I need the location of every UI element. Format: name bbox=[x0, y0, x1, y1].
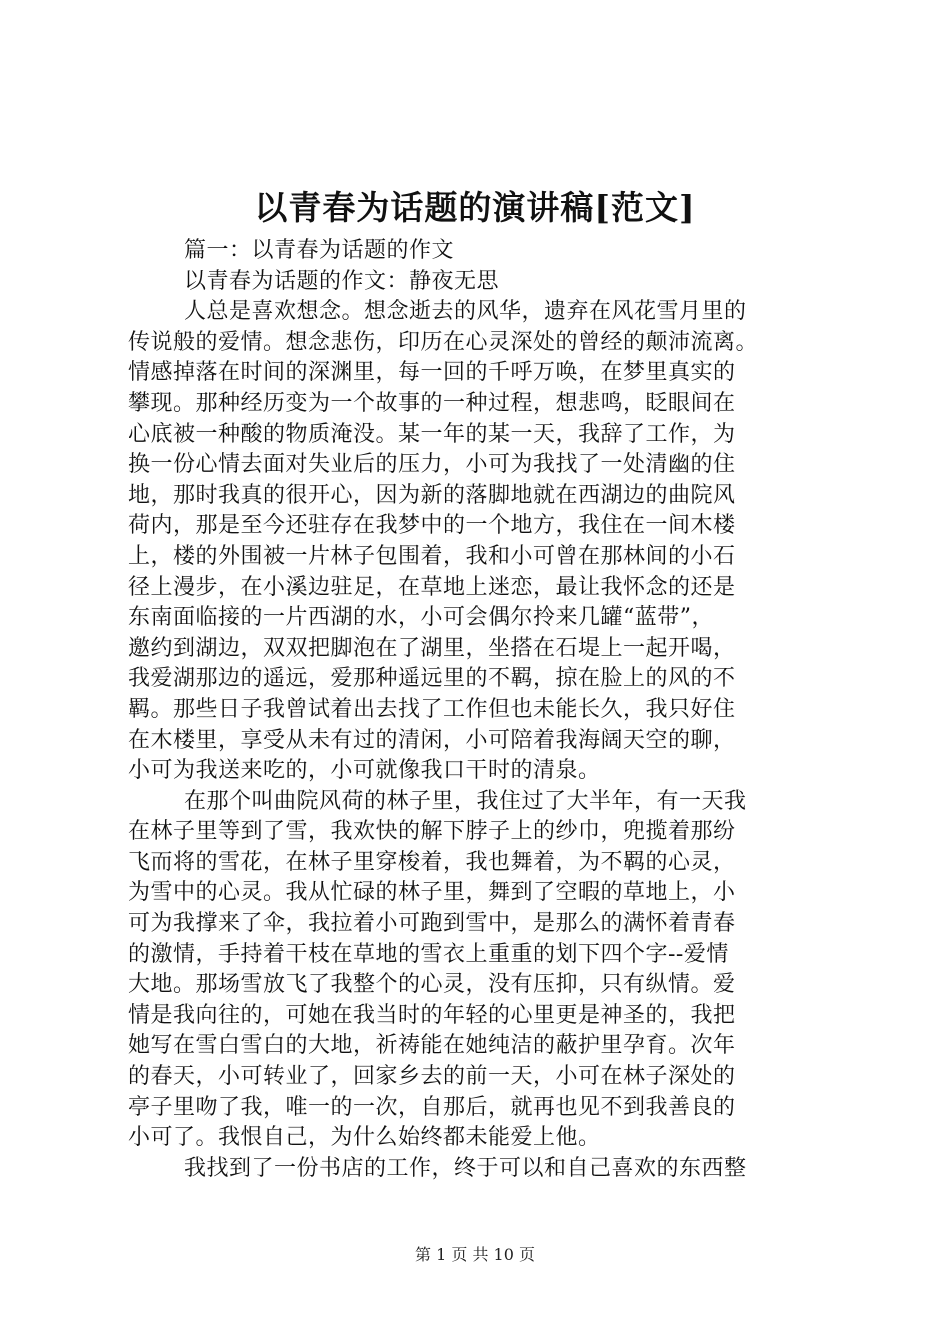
text-line: 亭子里吻了我，唯一的一次，自那后，就再也见不到我善良的 bbox=[128, 1094, 736, 1120]
text-line: 小可了。我恨自己，为什么始终都未能爱上他。 bbox=[128, 1125, 601, 1151]
text-line: 心底被一种酸的物质淹没。某一年的某一天，我辞了工作，为 bbox=[128, 421, 736, 447]
text-line: 为雪中的心灵。我从忙碌的林子里，舞到了空暇的草地上，小 bbox=[128, 880, 736, 906]
text-line: 攀现。那种经历变为一个故事的一种过程，想悲鸣，眨眼间在 bbox=[128, 390, 736, 416]
text-line: 地，那时我真的很开心，因为新的落脚地就在西湖边的曲院风 bbox=[128, 482, 736, 508]
text-line: 径上漫步，在小溪边驻足，在草地上迷恋，最让我怀念的还是 bbox=[128, 574, 736, 600]
text-line: 我爱湖那边的遥远，爱那种遥远里的不羁，掠在脸上的风的不 bbox=[128, 666, 736, 692]
text-line: 篇一：以青春为话题的作文 bbox=[184, 238, 455, 263]
text-line: 可为我撑来了伞，我拉着小可跑到雪中，是那么的满怀着青春 bbox=[128, 911, 736, 937]
page-footer: 第 1 页 共 10 页 bbox=[415, 1245, 535, 1264]
document-body bbox=[128, 236, 840, 1184]
text-line: 的激情，手持着干枝在草地的雪衣上重重的划下四个字--爱情 bbox=[128, 941, 729, 967]
text-line: 以青春为话题的作文：静夜无思 bbox=[184, 268, 500, 294]
text-line: 飞而将的雪花，在林子里穿梭着，我也舞着，为不羁的心灵， bbox=[128, 849, 736, 875]
text-line: 在林子里等到了雪，我欢快的解下脖子上的纱巾，兜揽着那纷 bbox=[128, 819, 736, 845]
text-line: 上，楼的外围被一片林子包围着，我和小可曾在那林间的小石 bbox=[128, 543, 736, 569]
text-line: 邀约到湖边，双双把脚泡在了湖里，坐搭在石堤上一起开喝， bbox=[128, 635, 736, 661]
document-title: 以青春为话题的演讲稿[范文] bbox=[254, 188, 696, 227]
text-line: 羁。那些日子我曾试着出去找了工作但也未能长久，我只好住 bbox=[128, 696, 736, 722]
text-line: 的春天，小可转业了，回家乡去的前一天，小可在林子深处的 bbox=[128, 1064, 736, 1090]
text-line: 在木楼里，享受从未有过的清闲，小可陪着我海阔天空的聊， bbox=[128, 727, 736, 753]
text-line: 她写在雪白雪白的大地，祈祷能在她纯洁的蔽护里孕育。次年 bbox=[128, 1033, 736, 1059]
text-line: 换一份心情去面对失业后的压力，小可为我找了一处清幽的住 bbox=[128, 452, 736, 478]
text-line: 传说般的爱情。想念悲伤，印历在心灵深处的曾经的颠沛流离。 bbox=[128, 329, 759, 355]
text-line: 人总是喜欢想念。想念逝去的风华，遗弃在风花雪月里的 bbox=[184, 299, 747, 325]
text-line: 情是我向往的，可她在我当时的年轻的心里更是神圣的，我把 bbox=[128, 1002, 736, 1028]
text-line: 情感掉落在时间的深渊里，每一回的千呼万唤，在梦里真实的 bbox=[128, 360, 736, 386]
text-line: 荷内，那是至今还驻存在我梦中的一个地方，我住在一间木楼 bbox=[128, 513, 736, 539]
text-line: 在那个叫曲院风荷的林子里，我住过了大半年，有一天我 bbox=[184, 788, 747, 814]
text-line: 东南面临接的一片西湖的水，小可会偶尔拎来几罐“蓝带”， bbox=[128, 605, 714, 631]
text-line: 大地。那场雪放飞了我整个的心灵，没有压抑，只有纵情。爱 bbox=[128, 972, 736, 998]
text-line: 小可为我送来吃的，小可就像我口干时的清泉。 bbox=[128, 758, 601, 784]
text-line: 我找到了一份书店的工作，终于可以和自己喜欢的东西整 bbox=[184, 1155, 747, 1181]
